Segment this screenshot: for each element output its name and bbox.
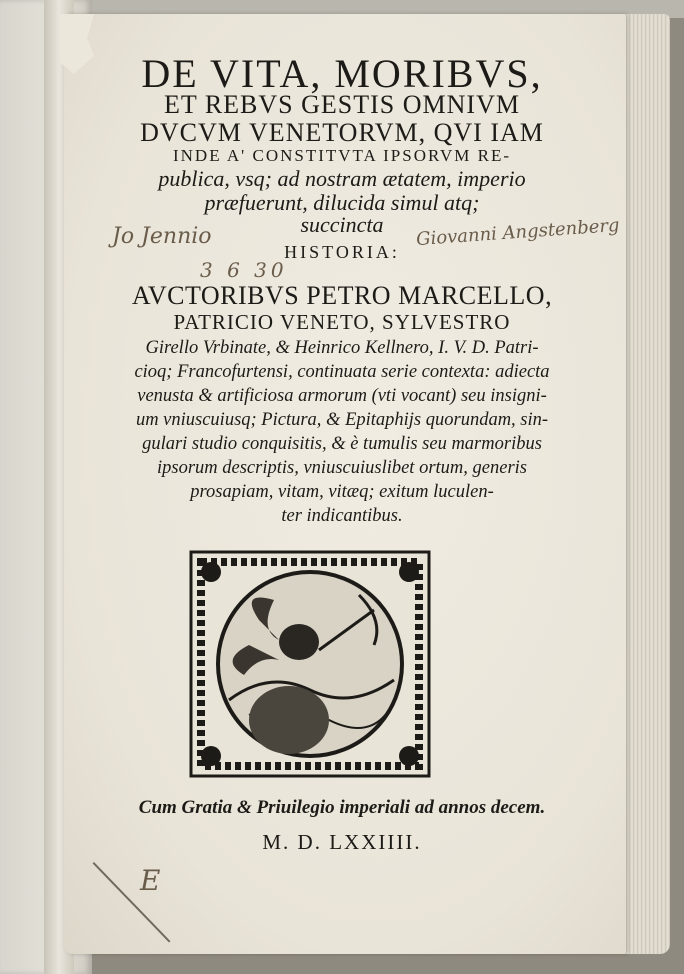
title-line-3: DVCVM VENETORVM, QVI IAM — [140, 118, 544, 147]
body-line: ipsorum descriptis, vniuscuiuslibet ortum, generis — [157, 458, 527, 478]
handwritten-numbers: 3 6 30 — [200, 258, 288, 282]
body-line: um vniuscuiusq; Pictura, & Epitaphijs quorundam, sin- — [135, 410, 549, 430]
title-line-7: succincta — [300, 212, 384, 237]
authors-line-1: AVCTORIBVS PETRO MARCELLO, — [131, 281, 553, 310]
body-line: prosapiam, vitam, vitæq; exitum luculen- — [190, 482, 494, 502]
body-line: venusta & artificiosa armorum (vti vocant) seu insigni- — [137, 386, 547, 406]
title-line-2: ET REBVS GESTIS OMNIVM — [164, 90, 520, 119]
body-line: Girello Vrbinate, & Heinrico Kellnero, I. V. D. Patri- — [145, 338, 539, 358]
title-line-1: DE VITA, MORIBVS, — [141, 51, 543, 96]
body-line: cioq; Francofurtensi, continuata serie contexta: adiecta — [134, 362, 550, 382]
handwritten-bottom-mark: E — [140, 864, 161, 897]
privilege-line: Cum Gratia & Priuilegio imperiali ad annos decem. — [138, 797, 546, 818]
title-line-5: publica, vsq; ad nostram ætatem, imperio — [158, 166, 526, 191]
body-line: ter indicantibus. — [281, 506, 403, 526]
handwritten-left-name: Jo Jennio — [112, 224, 212, 249]
imprint-date: M. D. LXXIIII. — [262, 830, 422, 854]
title-line-6: præfuerunt, dilucida simul atq; — [204, 190, 480, 215]
authors-line-2: PATRICIO VENETO, SYLVESTRO — [173, 310, 511, 334]
woodcut-cherub-archer-icon — [189, 550, 431, 778]
title-line-4: INDE A' CONSTITVTA IPSORVM RE- — [172, 146, 512, 165]
handwritten-right-name: Giovanni Angstenberg — [415, 214, 621, 251]
title-line-historia: HISTORIA: — [284, 242, 400, 262]
body-line: gulari studio conquisitis, & è tumulis seu marmoribus — [142, 434, 542, 454]
